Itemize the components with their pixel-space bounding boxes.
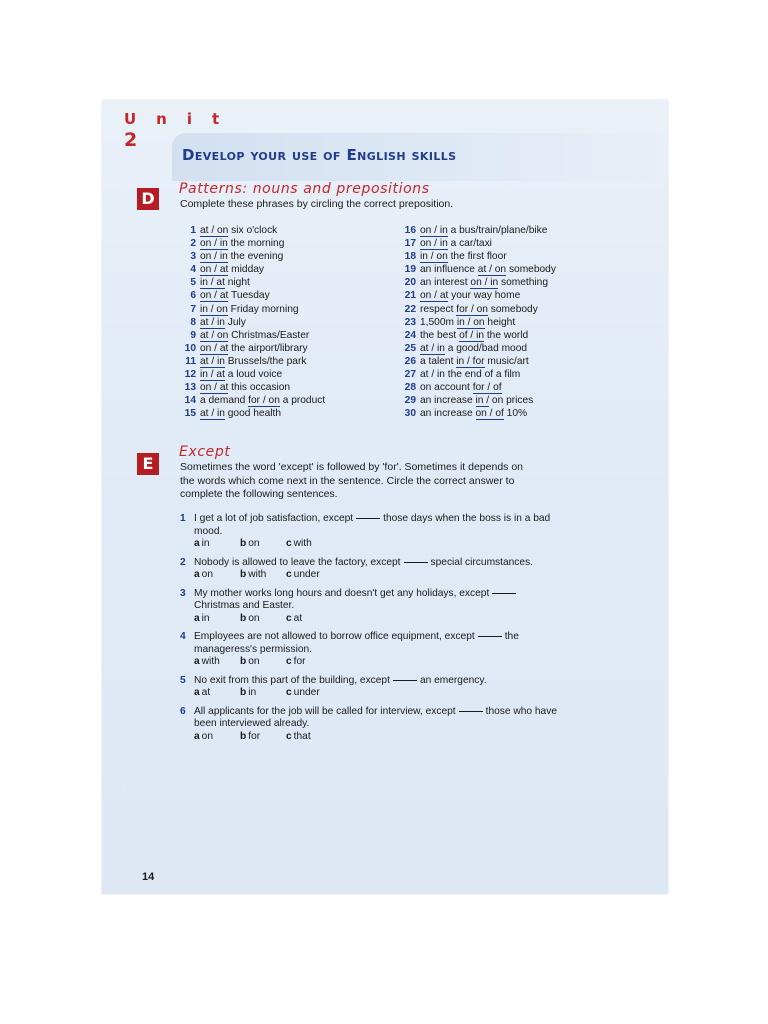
choice-text: on (248, 538, 260, 549)
exercise-item (396, 381, 556, 394)
item-number: 1 (190, 225, 196, 236)
item-number: 5 (190, 277, 196, 289)
exercise-item (396, 394, 556, 407)
item-rest: height (484, 316, 516, 328)
answer-choice[interactable] (286, 731, 332, 744)
sentence-number: 4 (180, 631, 186, 642)
choice-text: on (248, 612, 260, 624)
answer-choice[interactable] (194, 656, 240, 669)
preposition-options[interactable]: in / on (200, 303, 228, 315)
preposition-options[interactable]: at / on (477, 264, 507, 276)
choice-letter: b (240, 569, 247, 580)
sentence-after: an emergency. (419, 674, 487, 686)
exercise-item (396, 368, 556, 381)
choice-letter: a (194, 538, 200, 549)
item-rest: night (224, 277, 250, 289)
page-number: 14 (142, 871, 155, 883)
item-number: 17 (404, 238, 416, 250)
item-number: 14 (184, 395, 196, 407)
answer-choice[interactable] (194, 687, 240, 700)
item-rest: the morning (227, 238, 285, 250)
exercise-item (176, 303, 325, 316)
workbook-page (102, 100, 668, 894)
answer-choice[interactable] (286, 538, 332, 551)
preposition-options[interactable]: at / in (200, 408, 225, 420)
answer-blank (478, 636, 502, 637)
exercise-item (176, 329, 325, 342)
preposition-options[interactable]: in / at (200, 277, 225, 289)
preposition-options[interactable]: on / in (200, 238, 228, 250)
exercise-item (176, 394, 325, 407)
choice-text: with (293, 538, 312, 549)
answer-choices (194, 538, 560, 551)
preposition-options[interactable]: for / on (456, 303, 488, 315)
item-number: 29 (404, 395, 416, 407)
answer-choices (194, 569, 560, 582)
preposition-options[interactable]: on / at (200, 382, 229, 394)
exercise-item (396, 263, 556, 276)
item-rest: the evening (227, 251, 284, 263)
item-number: 30 (404, 408, 416, 420)
item-number: 9 (190, 329, 196, 341)
sentence-item (180, 557, 560, 582)
item-rest: on prices (489, 395, 534, 407)
item-prefix: an interest (420, 277, 471, 289)
sentence-after: the manageress's permission. (194, 631, 519, 655)
item-prefix: at / in the end of a film (420, 369, 521, 381)
item-rest: Christmas/Easter (228, 329, 310, 341)
item-prefix: a talent (420, 355, 457, 367)
item-number: 7 (190, 303, 196, 315)
choice-letter: a (194, 612, 200, 624)
choice-letter: a (194, 569, 200, 580)
exercise-item (176, 368, 325, 381)
choice-text: for (293, 656, 306, 667)
choice-text: in (201, 538, 210, 549)
sentence-text (194, 706, 560, 731)
item-number: 8 (190, 316, 196, 328)
answer-choice[interactable] (286, 613, 332, 626)
sentence-text (194, 588, 560, 613)
exercise-list-left (176, 224, 325, 420)
item-rest: your way home (448, 290, 521, 302)
item-rest: music/art (484, 355, 529, 367)
choice-letter: c (286, 656, 292, 667)
sentence-item (180, 513, 560, 551)
sentence-text (194, 557, 560, 570)
exercise-item (396, 289, 556, 302)
item-number: 6 (190, 290, 196, 302)
item-rest: six o'clock (228, 225, 278, 236)
preposition-options[interactable]: on / at (420, 290, 449, 302)
exercise-item (396, 342, 556, 355)
choice-text: on (201, 569, 214, 580)
choice-letter: b (240, 730, 247, 742)
choice-letter: c (286, 612, 292, 624)
item-number: 24 (404, 329, 416, 341)
answer-choice[interactable] (240, 731, 286, 744)
item-number: 23 (404, 316, 416, 328)
preposition-options[interactable]: at / on (200, 329, 229, 341)
answer-choice[interactable] (240, 656, 286, 669)
preposition-options[interactable]: at / on (200, 225, 229, 236)
choice-letter: a (194, 656, 200, 667)
item-number: 18 (404, 251, 416, 263)
choice-letter: c (286, 538, 292, 549)
item-number: 26 (404, 355, 416, 367)
preposition-options[interactable]: on / of (475, 408, 504, 420)
section-e-instructions: Sometimes the word 'except' is followed by 'for'. Sometimes it depends on the words which come next in the sentence. Circle the correct answer to complete the following sentences. (180, 461, 524, 500)
answer-choice[interactable] (286, 569, 332, 582)
choice-letter: b (240, 538, 247, 549)
item-prefix: an increase (420, 395, 476, 407)
item-number: 3 (190, 251, 196, 263)
answer-choice[interactable] (240, 538, 286, 551)
answer-choice[interactable] (194, 731, 240, 744)
sentence-item (180, 588, 560, 626)
choice-text: on (248, 656, 260, 667)
answer-blank (356, 518, 380, 519)
item-rest: the world (484, 329, 529, 341)
item-rest: 10% (503, 408, 528, 420)
choice-text: on (201, 730, 214, 742)
exercise-item (176, 237, 325, 250)
item-rest: this occasion (228, 382, 291, 394)
sentence-number: 3 (180, 587, 186, 599)
answer-choice[interactable] (194, 569, 240, 582)
item-rest: July (224, 316, 246, 328)
preposition-options[interactable]: at / in (420, 342, 445, 354)
sentence-before: No exit from this part of the building, except (194, 674, 390, 686)
answer-blank (459, 711, 483, 712)
exercise-item (176, 263, 325, 276)
preposition-options[interactable]: on / in (470, 277, 499, 289)
answer-choice[interactable] (194, 613, 240, 626)
exercise-item (176, 381, 325, 394)
exercise-item (396, 276, 556, 289)
item-number: 28 (404, 382, 416, 394)
exercise-item (176, 250, 325, 263)
preposition-options[interactable]: on / at (200, 290, 229, 302)
sentence-after: Christmas and Easter. (194, 600, 295, 611)
choice-letter: c (286, 687, 292, 698)
item-number: 19 (404, 264, 416, 276)
preposition-options[interactable]: in / on (420, 251, 448, 263)
answer-blank (393, 680, 417, 681)
sentence-text (194, 675, 560, 688)
section-d-title: Patterns: nouns and prepositions (179, 181, 430, 197)
preposition-options[interactable]: in / at (200, 369, 225, 381)
sentence-item (180, 631, 560, 669)
exercise-item (176, 316, 325, 329)
answer-choice[interactable] (286, 687, 332, 700)
sentence-after: those days when the boss is in a bad mood. (194, 513, 551, 537)
item-rest: somebody (487, 303, 538, 315)
sentence-list (180, 513, 560, 749)
exercise-item (176, 342, 325, 355)
sentence-before: Employees are not allowed to borrow office equipment, except (194, 631, 475, 642)
exercise-item (176, 355, 325, 368)
choice-text: in (248, 687, 257, 698)
preposition-options[interactable]: for / on (248, 395, 280, 407)
preposition-options[interactable]: of / in (459, 329, 485, 341)
page-title: Develop your use of English skills (182, 146, 457, 164)
exercise-item (176, 407, 325, 420)
item-rest: the first floor (447, 251, 507, 263)
sentence-text (194, 631, 560, 656)
item-number: 15 (184, 408, 196, 420)
item-rest: good health (224, 408, 282, 420)
exercise-item (396, 316, 556, 329)
item-number: 12 (184, 369, 196, 381)
exercise-item (396, 407, 556, 420)
choice-text: that (293, 730, 311, 742)
choice-text: at (201, 687, 211, 698)
preposition-options[interactable]: on / in (420, 225, 448, 236)
item-prefix: an influence (420, 264, 478, 276)
choice-text: for (248, 730, 261, 742)
preposition-options[interactable]: at / in (200, 316, 225, 328)
item-prefix: 1,500m (420, 316, 457, 328)
section-e-badge: E (137, 453, 159, 475)
item-rest: Brussels/the park (224, 355, 307, 367)
preposition-options[interactable]: in / on (456, 316, 485, 328)
choice-letter: b (240, 687, 247, 698)
answer-choices (194, 687, 560, 700)
item-rest: something (498, 277, 549, 289)
item-rest: a product (279, 395, 326, 407)
preposition-options[interactable]: in / (475, 395, 490, 407)
section-d-badge: D (137, 188, 159, 210)
exercise-item (396, 303, 556, 316)
preposition-options[interactable]: on / at (200, 264, 229, 276)
choice-text: under (293, 687, 320, 698)
sentence-item (180, 706, 560, 744)
sentence-after: those who have been interviewed already. (194, 705, 557, 729)
sentence-before: My mother works long hours and doesn't get any holidays, except (194, 587, 490, 599)
unit-number: 2 (124, 129, 138, 151)
choice-letter: c (286, 730, 292, 742)
choice-text: with (201, 656, 220, 667)
answer-choice[interactable] (240, 687, 286, 700)
preposition-options[interactable]: on / at (200, 342, 229, 354)
item-number: 11 (185, 355, 196, 367)
sentence-number: 6 (180, 705, 186, 717)
item-number: 25 (404, 342, 416, 354)
exercise-list-right (396, 224, 556, 420)
section-d-instructions: Complete these phrases by circling the correct preposition. (180, 198, 454, 210)
unit-label: Unit (124, 110, 240, 128)
item-rest: Tuesday (228, 290, 270, 302)
sentence-number: 2 (180, 556, 186, 568)
item-number: 4 (190, 264, 196, 276)
choice-text: with (248, 569, 267, 580)
item-number: 13 (184, 382, 196, 394)
sentence-item (180, 675, 560, 700)
item-rest: Friday morning (227, 303, 299, 315)
answer-choices (194, 613, 560, 626)
item-number: 20 (404, 277, 416, 289)
item-rest: a car/taxi (447, 238, 492, 250)
item-number: 27 (404, 369, 416, 381)
item-number: 2 (190, 238, 196, 250)
preposition-options[interactable]: on / in (420, 238, 448, 250)
preposition-options[interactable]: at / in (200, 355, 225, 367)
item-prefix: a demand (200, 395, 249, 407)
exercise-item (396, 250, 556, 263)
item-prefix: the best (420, 329, 460, 341)
exercise-item (396, 355, 556, 368)
item-rest: somebody (506, 264, 556, 276)
item-prefix: on account (420, 382, 473, 394)
answer-blank (404, 562, 428, 563)
item-rest: a good/bad mood (444, 342, 528, 354)
answer-choice[interactable] (240, 569, 286, 582)
preposition-options[interactable]: for / of (472, 382, 502, 394)
choice-text: under (293, 569, 320, 580)
preposition-options[interactable]: in / for (456, 355, 485, 367)
section-e-title: Except (179, 444, 231, 460)
item-prefix: respect (420, 303, 457, 315)
answer-blank (492, 593, 516, 594)
item-rest: the airport/library (228, 342, 308, 354)
choice-letter: a (194, 730, 200, 742)
preposition-options[interactable]: on / in (200, 251, 228, 263)
exercise-item (396, 224, 556, 237)
choice-text: in (201, 612, 210, 624)
choice-letter: a (194, 687, 200, 698)
item-number: 22 (404, 303, 416, 315)
exercise-item (176, 224, 325, 237)
sentence-text (194, 513, 560, 538)
sentence-before: All applicants for the job will be called for interview, except (194, 705, 456, 717)
exercise-item (396, 329, 556, 342)
choice-letter: b (240, 612, 247, 624)
sentence-before: Nobody is allowed to leave the factory, except (194, 556, 401, 568)
choice-letter: c (286, 569, 292, 580)
item-number: 16 (404, 225, 416, 236)
exercise-item (176, 289, 325, 302)
answer-choice[interactable] (286, 656, 332, 669)
item-number: 10 (184, 342, 196, 354)
answer-choice[interactable] (240, 613, 286, 626)
sentence-number: 5 (180, 674, 186, 686)
item-rest: midday (228, 264, 264, 276)
exercise-item (396, 237, 556, 250)
sentence-before: I get a lot of job satisfaction, except (194, 513, 354, 524)
answer-choice[interactable] (194, 538, 240, 551)
choice-letter: b (240, 656, 247, 667)
choice-text: at (293, 612, 303, 624)
item-prefix: an increase (420, 408, 476, 420)
sentence-number: 1 (180, 513, 186, 524)
answer-choices (194, 731, 560, 744)
sentence-after: special circumstances. (430, 556, 533, 568)
item-number: 21 (404, 290, 416, 302)
exercise-item (176, 276, 325, 289)
item-rest: a bus/train/plane/bike (447, 225, 548, 236)
item-rest: a loud voice (224, 369, 283, 381)
answer-choices (194, 656, 560, 669)
